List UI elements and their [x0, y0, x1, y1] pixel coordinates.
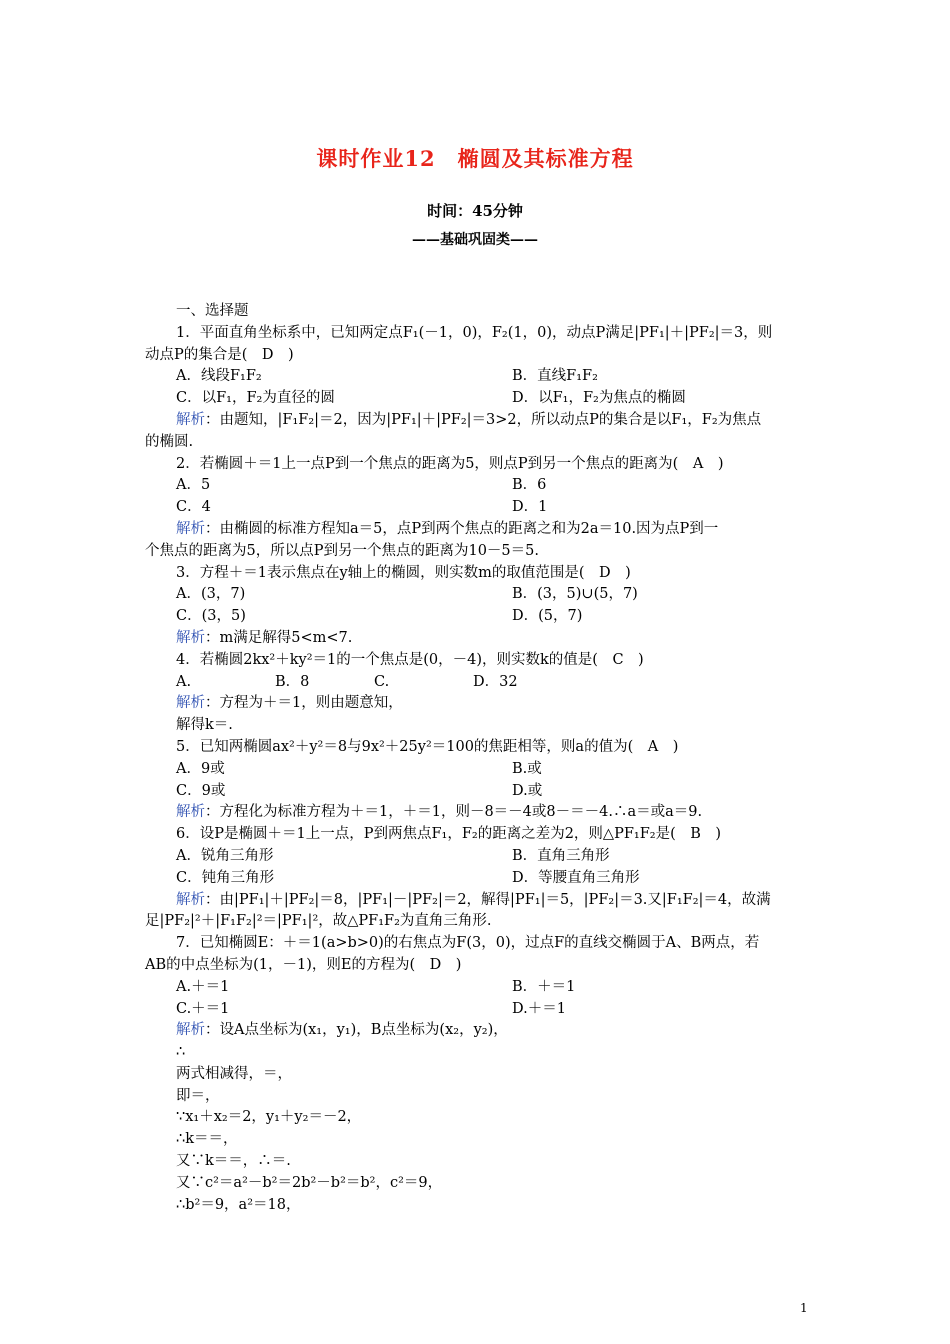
solution-label: 解析	[176, 520, 205, 537]
option-c: C．钝角三角形	[176, 869, 275, 886]
option-c: C.	[374, 673, 390, 690]
question-4-solution-cont: 解得k＝.	[176, 717, 233, 734]
question-7-text: 7．已知椭圆E：＋＝1(a>b>0)的右焦点为F(3，0)，过点F的直线交椭圆于A、B两点，若	[176, 935, 760, 952]
page-number: 1	[800, 1301, 808, 1315]
option-a: A.	[176, 673, 192, 690]
solution-step: 又∵c²＝a²－b²＝2b²－b²＝b²，c²＝9，	[176, 1174, 443, 1191]
solution-step: 即＝，	[176, 1087, 220, 1104]
question-6-options-row2	[145, 868, 810, 890]
part-heading: 一、选择题	[176, 303, 249, 319]
solution-text: ：由|PF₁|＋|PF₂|＝8，|PF₁|－|PF₂|＝2，解得|PF₁|＝5，|PF₂|＝3.又|F₁F₂|＝4，故满	[205, 891, 771, 908]
solution-label: 解析	[176, 629, 205, 646]
question-6-text: 6．设P是椭圆＋＝1上一点，P到两焦点F₁，F₂的距离之差为2，则△PF₁F₂是( B )	[176, 826, 722, 843]
question-1-solution	[145, 410, 810, 432]
question-3-text: 3．方程＋＝1表示焦点在y轴上的椭圆，则实数m的取值范围是( D )	[176, 564, 631, 581]
question-1-text: 1．平面直角坐标系中，已知两定点F₁(－1，0)，F₂(1，0)，动点P满足|PF₁|＋|PF₂|＝3，则	[176, 324, 773, 341]
option-c: C．9或	[176, 782, 226, 799]
option-a: A．5	[176, 477, 211, 494]
question-6-solution	[145, 890, 810, 912]
question-1-options-row1	[145, 366, 810, 388]
option-b: B．8	[275, 673, 310, 690]
option-b: B.或	[512, 760, 542, 777]
solution-label: 解析	[176, 1022, 205, 1039]
option-b: B．＋＝1	[512, 978, 576, 995]
question-7-text-cont: AB的中点坐标为(1，－1)，则E的方程为( D )	[145, 956, 462, 973]
question-7-options-row2	[145, 999, 810, 1021]
question-2-text: 2．若椭圆＋＝1上一点P到一个焦点的距离为5，则点P到另一个焦点的距离为( A )	[176, 455, 724, 472]
option-c: C．(3，5)	[176, 608, 246, 625]
question-5-solution	[145, 802, 810, 824]
option-a: A．9或	[176, 760, 225, 777]
solution-step: 两式相减得，＝，	[176, 1065, 292, 1082]
option-d: D．等腰直角三角形	[512, 869, 640, 886]
document-body	[145, 301, 810, 1216]
option-b: B．(3，5)∪(5，7)	[512, 586, 638, 603]
option-d: D.或	[512, 782, 543, 799]
solution-label: 解析	[176, 411, 205, 428]
time-limit: 时间：45分钟	[427, 202, 523, 220]
solution-text: ：设A点坐标为(x₁，y₁)，B点坐标为(x₂，y₂)，	[205, 1022, 508, 1039]
solution-label: 解析	[176, 804, 205, 821]
option-b: B．直角三角形	[512, 847, 610, 864]
option-a: A．锐角三角形	[176, 847, 274, 864]
question-6-options-row1	[145, 846, 810, 868]
option-d: D．(5，7)	[512, 608, 583, 625]
question-7-options-row1	[145, 977, 810, 999]
question-4-text: 4．若椭圆2kx²＋ky²＝1的一个焦点是(0，－4)，则实数k的值是( C )	[176, 651, 644, 668]
solution-label: 解析	[176, 891, 205, 908]
option-c: C．以F₁，F₂为直径的圆	[176, 390, 335, 407]
question-1-options-row2	[145, 388, 810, 410]
solution-step: 又∵k＝＝，∴＝.	[176, 1153, 291, 1170]
section-heading: ——基础巩固类——	[412, 232, 538, 248]
option-c: C.＋＝1	[176, 1000, 230, 1017]
option-b: B．直线F₁F₂	[512, 368, 598, 385]
question-4-options	[145, 672, 810, 694]
question-3-options-row2	[145, 606, 810, 628]
option-d: D．32	[473, 673, 518, 690]
question-2-solution-cont: 个焦点的距离为5，所以点P到另一个焦点的距离为10－5＝5.	[145, 542, 539, 559]
question-1-solution-cont: 的椭圆.	[145, 433, 194, 450]
question-3-options-row1	[145, 584, 810, 606]
option-d: D．1	[512, 499, 548, 516]
solution-text: ：方程化为标准方程为＋＝1，＋＝1，则－8＝－4或8－＝－4.∴a＝或a＝9.	[205, 804, 703, 821]
question-3-solution	[145, 628, 810, 650]
question-7-solution	[145, 1020, 810, 1042]
question-2-solution	[145, 519, 810, 541]
solution-step: ∵x₁＋x₂＝2，y₁＋y₂＝－2，	[176, 1109, 362, 1126]
question-6-solution-cont: 足|PF₂|²＋|F₁F₂|²＝|PF₁|²，故△PF₁F₂为直角三角形.	[145, 913, 492, 930]
question-2-options-row1	[145, 475, 810, 497]
question-1-text-cont: 动点P的集合是( D )	[145, 346, 294, 363]
page-title: 课时作业12 椭圆及其标准方程	[316, 146, 634, 171]
option-c: C．4	[176, 499, 211, 516]
solution-step: ∴	[176, 1044, 186, 1061]
option-a: A．线段F₁F₂	[176, 368, 262, 385]
solution-text: ：由椭圆的标准方程知a＝5，点P到两个焦点的距离之和为2a＝10.因为点P到一	[205, 520, 719, 537]
question-5-options-row1	[145, 759, 810, 781]
option-a: A.＋＝1	[176, 978, 230, 995]
question-4-solution	[145, 693, 810, 715]
option-b: B．6	[512, 477, 547, 494]
question-5-text: 5．已知两椭圆ax²＋y²＝8与9x²＋25y²＝100的焦距相等，则a的值为( A )	[176, 738, 679, 755]
solution-text: ：由题知，|F₁F₂|＝2，因为|PF₁|＋|PF₂|＝3>2，所以动点P的集合是以F₁，F₂为焦点	[205, 411, 762, 428]
solution-step: ∴b²＝9，a²＝18，	[176, 1196, 301, 1213]
option-d: D．以F₁，F₂为焦点的椭圆	[512, 390, 686, 407]
solution-label: 解析	[176, 695, 205, 712]
option-a: A．(3，7)	[176, 586, 246, 603]
question-2-options-row2	[145, 497, 810, 519]
solution-text: ：方程为＋＝1，则由题意知，	[205, 695, 403, 712]
solution-step: ∴k＝＝，	[176, 1131, 238, 1148]
solution-text: ：m满足解得5<m<7.	[205, 629, 353, 646]
option-d: D.＋＝1	[512, 1000, 566, 1017]
question-5-options-row2	[145, 781, 810, 803]
